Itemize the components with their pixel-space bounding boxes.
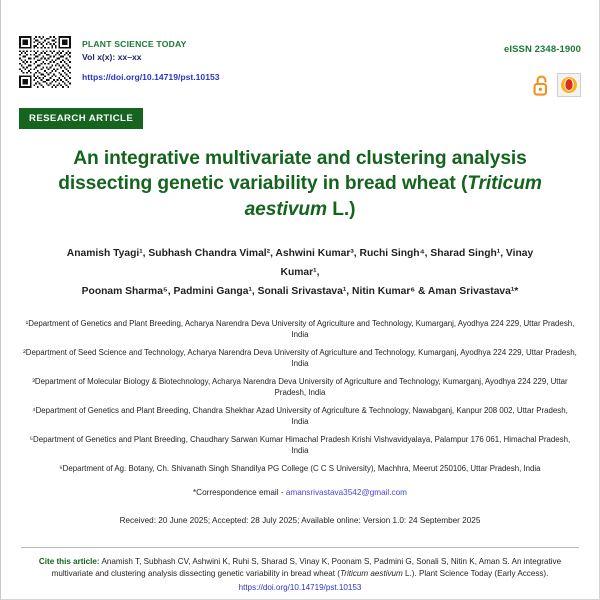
affiliation-item: ³Department of Molecular Biology & Biotechnology, Acharya Narendra Deva University of Agriculture and Technology, Kumarganj, Ayodhya 224 229, Uttar Pradesh, India — [32, 377, 568, 398]
affiliation-item: ⁴Department of Genetics and Plant Breeding, Chandra Shekhar Azad University of Agriculture & Technology, Nawabganj, Kanpur 208 002, Uttar Pradesh, India — [32, 405, 568, 427]
masthead — [19, 0, 581, 97]
citation-text-lead: Anamish T, Subhash CV, Ashwini K, Ruhi S, Sharad S, Vinay K, Poonam S, Padmini G, Sonali S, Nitin K, Aman S. An integrative multivariate and clustering analysis dissecting genetic variability in bread wheat ( — [51, 557, 562, 579]
correspondence-line — [19, 488, 581, 497]
title-species-name: Triticum aestivum — [244, 173, 542, 220]
journal-volume: Vol x(x): xx–xx — [82, 52, 142, 63]
publication-dates: Received: 20 June 2025; Accepted: 28 July 2025; Available online: Version 1.0: 24 September 2025 — [119, 516, 481, 526]
badge-row — [504, 73, 581, 97]
page-title — [25, 146, 575, 222]
masthead-left — [19, 36, 220, 88]
journal-info — [82, 36, 220, 87]
affiliation-item: ²Department of Seed Science and Technology, Acharya Narendra Deva University of Agriculture and Technology, Kumarganj, Ayodhya 224 229, Uttar Pradesh, India — [23, 348, 577, 369]
masthead-right — [504, 36, 581, 97]
correspondence-label: *Correspondence email - — [192, 488, 286, 498]
correspondence-email-link[interactable]: amansrivastava3542@gmail.com — [285, 488, 407, 498]
citation-species-name: Triticum aestivum — [339, 569, 403, 579]
citation-text-tail: L.). Plant Science Today (Early Access). — [402, 569, 549, 579]
affiliation-item: ⁶Department of Ag. Botany, Ch. Shivanath Singh Shandilya PG College (C C S University), Machhra, Meerut 250106, Uttar Pradesh, India — [59, 463, 541, 473]
title-text-tail: L.) — [327, 198, 356, 220]
author-list — [47, 244, 553, 301]
article-type-badge: RESEARCH ARTICLE — [19, 108, 143, 129]
open-access-lock-icon[interactable] — [533, 74, 550, 96]
author-line-1: Anamish Tyagi¹, Subhash Chandra Vimal², Ashwini Kumar³, Ruchi Singh⁴, Sharad Singh¹, Vinay Kumar¹, — [66, 248, 534, 279]
citation-label: Cite this article: — [38, 557, 100, 567]
affiliation-item: ⁵Department of Genetics and Plant Breeding, Chaudhary Sarwan Kumar Himachal Pradesh Krishi Vishvavidyalaya, Palampur 176 061, Himachal Pradesh, India — [29, 434, 571, 456]
author-line-2: Poonam Sharma⁵, Padmini Ganga¹, Sonali Srivastava¹, Nitin Kumar⁶ & Aman Srivastava¹* — [81, 286, 519, 298]
eissn-label: eISSN 2348-1900 — [503, 44, 581, 55]
citation-doi-link[interactable]: https://doi.org/10.14719/pst.10153 — [238, 583, 362, 593]
title-text-lead: An integrative multivariate and clustering analysis dissecting genetic variability in bread wheat ( — [58, 148, 527, 195]
qr-code-icon[interactable] — [19, 36, 71, 88]
journal-title: PLANT SCIENCE TODAY — [82, 39, 187, 49]
publisher-logo-icon[interactable] — [557, 73, 581, 97]
journal-doi-link[interactable]: https://doi.org/10.14719/pst.10153 — [82, 71, 220, 82]
footer-divider — [21, 547, 579, 548]
affiliation-list — [23, 318, 577, 474]
citation-block — [29, 556, 571, 594]
affiliation-item: ¹Department of Genetics and Plant Breeding, Acharya Narendra Deva University of Agriculture and Technology, Kumarganj, Ayodhya 224 229, Uttar Pradesh, India — [25, 319, 575, 340]
